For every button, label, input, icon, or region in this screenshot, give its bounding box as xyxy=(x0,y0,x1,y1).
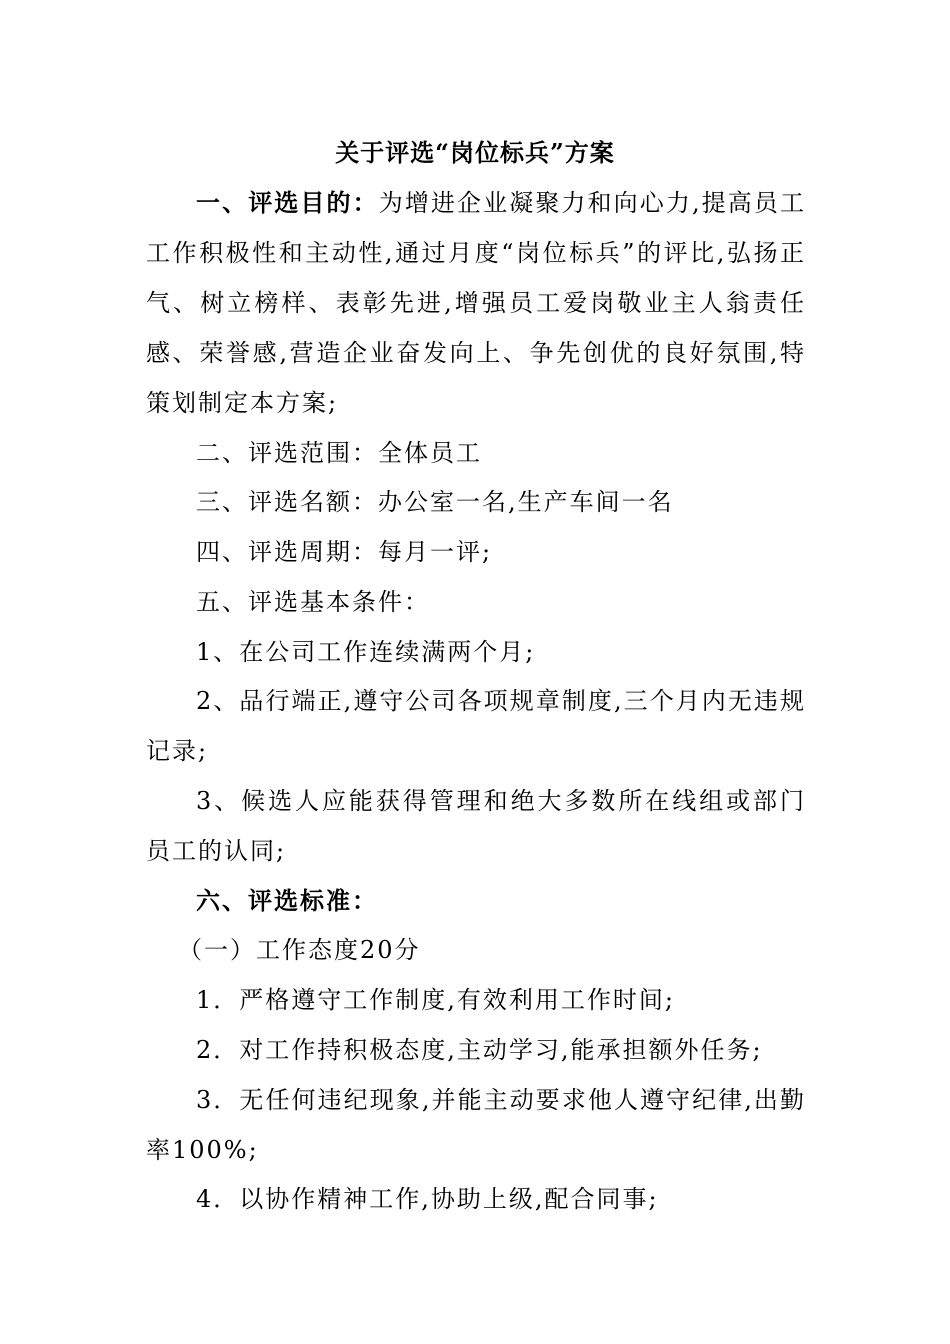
standard-item-1: 1．严格遵守工作制度,有效利用工作时间; xyxy=(196,986,675,1014)
section-quota: 三、评选名额：办公室一名,生产车间一名 xyxy=(196,488,674,516)
standard-item-2: 2．对工作持积极态度,主动学习,能承担额外任务; xyxy=(196,1036,763,1064)
document-title: 关于评选“岗位标兵”方案 xyxy=(335,138,615,167)
section-conditions-heading: 五、评选基本条件： xyxy=(196,588,430,616)
section-purpose-text: 为增进企业凝聚力和向心力,提高员工工作积极性和主动性,通过月度“岗位标兵”的评比,弘扬正气、树立榜样、表彰先进,增强员工爱岗敬业主人翁责任感、荣誉感,营造企业奋发向上、争先创优的良好氛围,特策划制定本方案; xyxy=(146,189,806,417)
standards-sub-heading: （一）工作态度20分 xyxy=(178,936,421,964)
section-purpose xyxy=(146,178,806,428)
section-cycle: 四、评选周期：每月一评; xyxy=(196,538,493,566)
condition-item-1: 1、在公司工作连续满两个月; xyxy=(196,638,536,666)
standard-item-3: 3．无任何违纪现象,并能主动要求他人遵守纪律,出勤率100%; xyxy=(146,1086,806,1164)
section-standards-heading: 六、评选标准： xyxy=(196,886,378,915)
condition-item-3: 3、候选人应能获得管理和绝大多数所在线组或部门员工的认同; xyxy=(146,787,806,865)
section-scope: 二、评选范围：全体员工 xyxy=(196,439,482,467)
section-purpose-heading: 一、评选目的： xyxy=(196,188,379,217)
condition-item-2: 2、品行端正,遵守公司各项规章制度,三个月内无违规记录; xyxy=(146,687,806,765)
standard-item-4: 4．以协作精神工作,协助上级,配合同事; xyxy=(196,1185,659,1213)
